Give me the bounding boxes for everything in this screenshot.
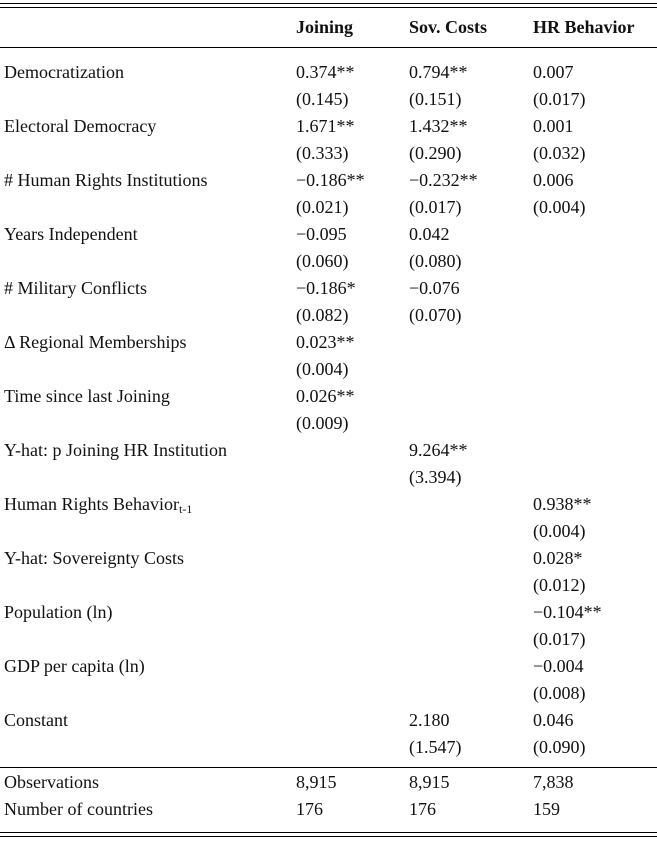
coefficient-cell: 0.026**	[296, 386, 355, 406]
standard-error-cell	[296, 680, 409, 707]
coefficient-cell	[409, 383, 533, 410]
coefficient-cell: 9.264**	[409, 440, 468, 460]
coefficient-cell	[296, 437, 409, 464]
header-cell: Joining	[296, 17, 354, 37]
spacer-cell	[409, 761, 533, 769]
standard-error-cell: (0.333)	[296, 143, 349, 163]
row-label: # Human Rights Institutions	[4, 170, 208, 190]
standard-error-cell: (0.090)	[533, 737, 586, 757]
table-row-se	[0, 626, 657, 653]
row-label	[0, 491, 296, 518]
header-row	[0, 0, 657, 51]
table-row	[0, 599, 657, 626]
coefficient-cell	[409, 653, 533, 680]
standard-error-cell	[533, 302, 657, 329]
bottom-rule-1	[0, 832, 657, 833]
coefficient-cell: 0.006	[533, 170, 574, 190]
coefficient-cell: 0.046	[533, 710, 574, 730]
row-label-subscript: t-1	[178, 502, 193, 516]
table-row	[0, 167, 657, 194]
standard-error-cell: (0.004)	[533, 197, 586, 217]
coefficient-cell	[533, 329, 657, 356]
standard-error-cell	[533, 248, 657, 275]
spacer-row	[0, 51, 657, 59]
standard-error-cell: (0.009)	[296, 413, 349, 433]
standard-error-cell: (0.145)	[296, 89, 349, 109]
standard-error-cell: (1.547)	[409, 737, 462, 757]
coefficient-cell: −0.076	[409, 278, 460, 298]
table-row	[0, 383, 657, 410]
table-row-se	[0, 518, 657, 545]
coefficient-cell	[533, 221, 657, 248]
spacer-row	[0, 761, 657, 769]
coefficient-cell: −0.095	[296, 224, 347, 244]
row-label-empty	[0, 86, 296, 113]
coefficient-cell	[533, 275, 657, 302]
table-row	[0, 545, 657, 572]
coefficient-cell: −0.104**	[533, 602, 602, 622]
coefficient-cell: 0.023**	[296, 332, 355, 352]
row-label: # Military Conflicts	[4, 278, 147, 298]
table-row	[0, 707, 657, 734]
footer-value: 159	[533, 799, 560, 819]
spacer-cell	[0, 51, 296, 59]
standard-error-cell	[409, 518, 533, 545]
standard-error-cell	[296, 626, 409, 653]
standard-error-cell: (0.080)	[409, 251, 462, 271]
spacer-cell	[296, 761, 409, 769]
footer-value: 7,838	[533, 772, 574, 792]
table-row-se	[0, 140, 657, 167]
coefficient-cell	[533, 437, 657, 464]
row-label: GDP per capita (ln)	[4, 656, 145, 676]
standard-error-cell: (0.032)	[533, 143, 586, 163]
standard-error-cell: (0.017)	[409, 197, 462, 217]
standard-error-cell: (0.008)	[533, 683, 586, 703]
coefficient-cell: 0.374**	[296, 62, 355, 82]
standard-error-cell: (0.290)	[409, 143, 462, 163]
row-label: Y-hat: Sovereignty Costs	[4, 548, 184, 568]
table-row-se	[0, 680, 657, 707]
footer-row	[0, 796, 657, 823]
standard-error-cell	[296, 572, 409, 599]
coefficient-cell: −0.004	[533, 656, 584, 676]
coefficient-cell: −0.232**	[409, 170, 478, 190]
table-body	[0, 51, 657, 823]
coefficient-cell: 0.042	[409, 224, 450, 244]
standard-error-cell	[409, 572, 533, 599]
row-label: Δ Regional Memberships	[4, 332, 187, 352]
row-label-empty	[0, 626, 296, 653]
standard-error-cell: (0.017)	[533, 629, 586, 649]
coefficient-cell: −0.186**	[296, 170, 365, 190]
row-label-empty	[0, 518, 296, 545]
coefficient-cell: 1.432**	[409, 116, 468, 136]
footer-value: 176	[409, 799, 436, 819]
coefficient-cell: 1.671**	[296, 116, 355, 136]
coefficient-cell	[296, 707, 409, 734]
table-row-se	[0, 572, 657, 599]
standard-error-cell: (0.070)	[409, 305, 462, 325]
table-row-se	[0, 734, 657, 761]
coefficient-cell	[533, 383, 657, 410]
standard-error-cell	[533, 464, 657, 491]
coefficient-cell: −0.186*	[296, 278, 356, 298]
table-row-se	[0, 356, 657, 383]
row-label: Democratization	[4, 62, 124, 82]
row-label-empty	[0, 680, 296, 707]
table-row	[0, 113, 657, 140]
spacer-cell	[533, 761, 657, 769]
row-label: Time since last Joining	[4, 386, 170, 406]
standard-error-cell	[296, 518, 409, 545]
coefficient-cell	[296, 653, 409, 680]
table-row-se	[0, 248, 657, 275]
standard-error-cell: (0.060)	[296, 251, 349, 271]
row-label-empty	[0, 194, 296, 221]
standard-error-cell: (3.394)	[409, 467, 462, 487]
row-label: Population (ln)	[4, 602, 113, 622]
row-label-text: Human Rights Behavior	[4, 494, 179, 514]
standard-error-cell	[409, 680, 533, 707]
bottom-rule-2	[0, 836, 657, 837]
coefficient-cell	[409, 599, 533, 626]
coefficient-cell: 0.028*	[533, 548, 583, 568]
standard-error-cell: (0.004)	[296, 359, 349, 379]
footer-label: Observations	[4, 772, 99, 792]
coefficient-cell: 2.180	[409, 710, 450, 730]
row-label-empty	[0, 410, 296, 437]
coefficient-cell	[409, 545, 533, 572]
footer-label: Number of countries	[4, 799, 153, 819]
table-row-se	[0, 464, 657, 491]
table-row	[0, 491, 657, 518]
standard-error-cell	[533, 410, 657, 437]
row-label: Electoral Democracy	[4, 116, 157, 136]
coefficient-cell	[409, 329, 533, 356]
table-row	[0, 437, 657, 464]
table-row-se	[0, 302, 657, 329]
coefficient-cell: 0.938**	[533, 494, 592, 514]
row-label: Constant	[4, 710, 69, 730]
row-label-empty	[0, 302, 296, 329]
header-cell: HR Behavior	[533, 17, 635, 37]
row-label: Y-hat: p Joining HR Institution	[4, 440, 228, 460]
footer-value: 8,915	[409, 772, 450, 792]
standard-error-cell	[533, 356, 657, 383]
table-row	[0, 653, 657, 680]
table-row	[0, 275, 657, 302]
row-label-empty	[0, 356, 296, 383]
table-row	[0, 59, 657, 86]
standard-error-cell	[296, 464, 409, 491]
spacer-cell	[0, 761, 296, 769]
standard-error-cell: (0.151)	[409, 89, 462, 109]
footer-row	[0, 769, 657, 796]
coefficient-cell	[296, 545, 409, 572]
table-row-se	[0, 86, 657, 113]
standard-error-cell: (0.021)	[296, 197, 349, 217]
coefficient-cell: 0.794**	[409, 62, 468, 82]
standard-error-cell	[296, 734, 409, 761]
coefficient-cell: 0.007	[533, 62, 574, 82]
spacer-cell	[296, 51, 409, 59]
standard-error-cell	[409, 410, 533, 437]
footer-value: 8,915	[296, 772, 337, 792]
coefficient-cell	[296, 491, 409, 518]
table-row	[0, 329, 657, 356]
table-row-se	[0, 194, 657, 221]
header-cell	[0, 0, 296, 51]
spacer-cell	[409, 51, 533, 59]
coefficient-cell	[409, 491, 533, 518]
row-label-empty	[0, 734, 296, 761]
standard-error-cell	[409, 626, 533, 653]
row-label-empty	[0, 248, 296, 275]
standard-error-cell: (0.012)	[533, 575, 586, 595]
standard-error-cell: (0.082)	[296, 305, 349, 325]
standard-error-cell	[409, 356, 533, 383]
table-row-se	[0, 410, 657, 437]
spacer-cell	[533, 51, 657, 59]
row-label-empty	[0, 140, 296, 167]
table-row	[0, 221, 657, 248]
row-label-empty	[0, 464, 296, 491]
standard-error-cell: (0.004)	[533, 521, 586, 541]
coefficient-cell	[296, 599, 409, 626]
standard-error-cell: (0.017)	[533, 89, 586, 109]
header-cell: Sov. Costs	[409, 17, 488, 37]
coefficient-cell: 0.001	[533, 116, 574, 136]
row-label: Years Independent	[4, 224, 138, 244]
row-label-empty	[0, 572, 296, 599]
footer-value: 176	[296, 799, 323, 819]
